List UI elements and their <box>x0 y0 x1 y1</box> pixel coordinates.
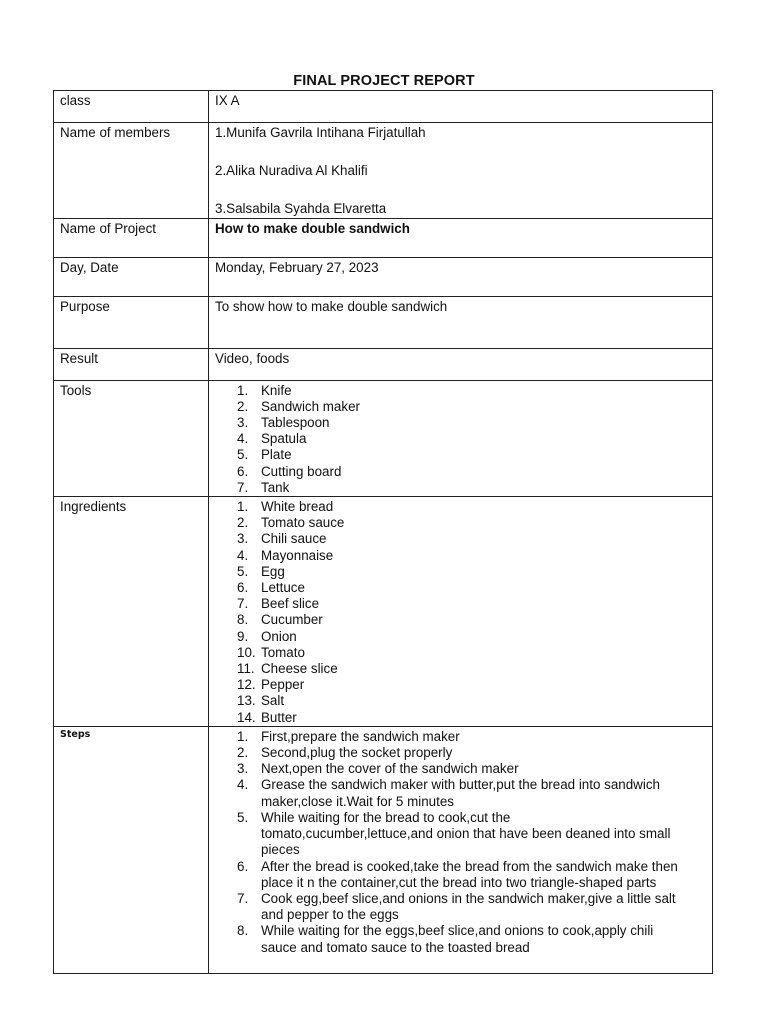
list-item: 4. Grease the sandwich maker with butter,put the bread into sandwich maker,close it.Wait for 5 minutes <box>237 777 660 809</box>
row-members <box>54 123 713 219</box>
row-ingredients <box>54 497 713 727</box>
list-item: 13. Salt <box>237 693 285 709</box>
ingredients-cell <box>209 497 713 727</box>
row-project <box>54 218 713 257</box>
list-item: 6. Lettuce <box>237 580 305 596</box>
list-item: 8. Cucumber <box>237 612 323 628</box>
label-members: Name of members <box>54 123 209 219</box>
row-purpose <box>54 296 713 348</box>
list-item: 10. Tomato <box>237 644 305 660</box>
tools-list <box>215 383 706 496</box>
list-item: 2. Sandwich maker <box>237 398 360 414</box>
ingredients-list <box>215 499 706 726</box>
list-item: 1. First,prepare the sandwich maker <box>237 728 460 744</box>
list-item: 14. Butter <box>237 709 297 725</box>
list-item: 5. Plate <box>237 447 292 463</box>
label-ingredients: Ingredients <box>54 497 209 727</box>
list-item: 6. After the bread is cooked,take the bread from the sandwich make then place it n the container,cut the bread into two triangle-shaped parts <box>237 858 678 890</box>
list-item: 7. Cook egg,beef slice,and onions in the sandwich maker,give a little salt and pepper to the eggs <box>237 890 676 923</box>
list-item: 8. While waiting for the eggs,beef slice,and onions to cook,apply chili sauce and tomato sauce to the toasted bread <box>237 923 654 955</box>
value-result: Video, foods <box>209 348 713 380</box>
row-result <box>54 348 713 380</box>
list-item: 3. Tablespoon <box>237 415 330 431</box>
list-item: 6. Cutting board <box>237 463 342 479</box>
list-item: 3. Chili sauce <box>237 531 327 547</box>
member-2: 2.Alika Nuradiva Al Khalifi <box>215 163 368 179</box>
label-result: Result <box>54 348 209 380</box>
row-date <box>54 257 713 296</box>
member-1: 1.Munifa Gavrila Intihana Firjatullah <box>215 125 426 140</box>
document-title: FINAL PROJECT REPORT <box>293 73 475 89</box>
label-class: class <box>54 91 209 123</box>
list-item: 4. Spatula <box>237 431 307 447</box>
member-3: 3.Salsabila Syahda Elvaretta <box>215 201 387 217</box>
list-item: 2. Second,plug the socket properly <box>237 745 453 761</box>
label-project: Name of Project <box>54 218 209 257</box>
label-steps: Steps <box>54 726 209 973</box>
list-item: 7. Tank <box>237 479 290 495</box>
list-item: 1. Knife <box>237 382 292 398</box>
value-project: How to make double sandwich <box>209 218 713 257</box>
value-date: Monday, February 27, 2023 <box>209 257 713 296</box>
label-tools: Tools <box>54 380 209 496</box>
list-item: 7. Beef slice <box>237 596 320 612</box>
list-item: 4. Mayonnaise <box>237 547 334 563</box>
row-class <box>54 91 713 123</box>
value-purpose: To show how to make double sandwich <box>209 296 713 348</box>
row-steps <box>54 726 713 973</box>
list-item: 1. White bread <box>237 499 334 515</box>
steps-cell <box>209 726 713 973</box>
label-date: Day, Date <box>54 257 209 296</box>
steps-list <box>215 729 706 956</box>
list-item: 11. Cheese slice <box>237 661 338 677</box>
list-item: 5. Egg <box>237 563 285 579</box>
value-class: IX A <box>209 91 713 123</box>
list-item: 9. Onion <box>237 628 297 644</box>
list-item: 12. Pepper <box>237 677 305 693</box>
list-item: 3. Next,open the cover of the sandwich maker <box>237 761 519 777</box>
list-item: 2. Tomato sauce <box>237 515 345 531</box>
label-purpose: Purpose <box>54 296 209 348</box>
row-tools <box>54 380 713 496</box>
report-table <box>53 90 713 974</box>
tools-cell <box>209 380 713 496</box>
list-item: 5. While waiting for the bread to cook,cut the tomato,cucumber,lettuce,and onion that have been deaned into small pieces <box>237 809 671 858</box>
members-cell <box>209 123 713 219</box>
